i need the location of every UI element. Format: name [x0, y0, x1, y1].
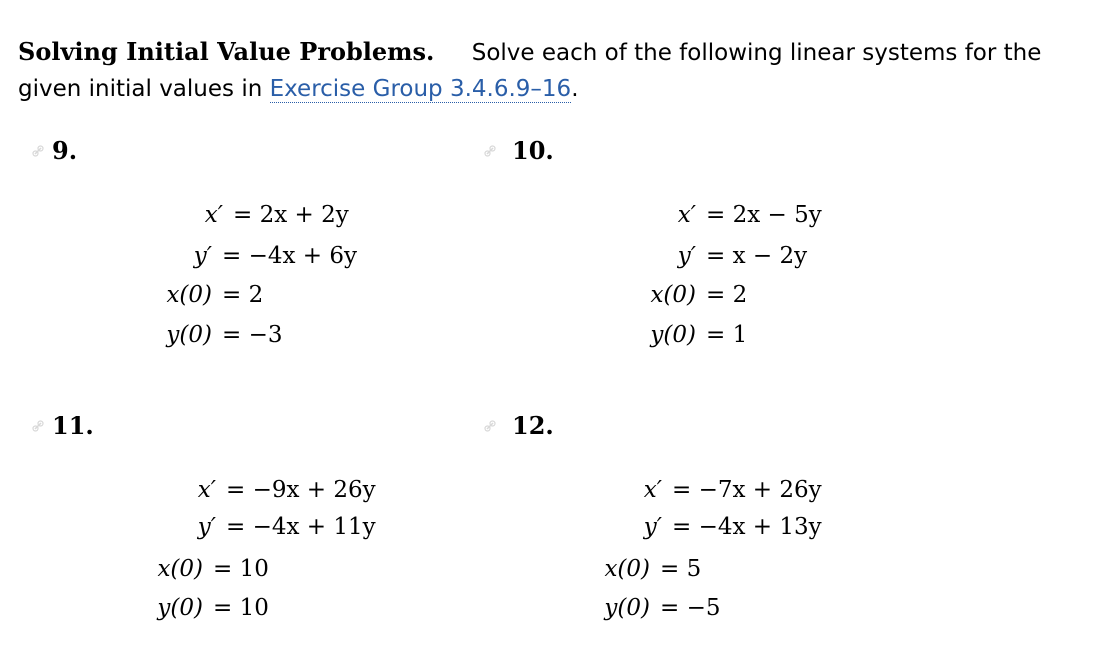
equation-lhs: x(0): [650, 282, 696, 308]
equation-lhs: x′: [197, 477, 216, 503]
equation-rhs: = 10: [213, 595, 269, 621]
intro-text: Solve each of the following linear systems for the given initial values in: [18, 40, 1042, 102]
equation-rhs: = 1: [706, 322, 748, 348]
equation-rhs: = −9x + 26y: [226, 477, 376, 503]
exercise-10: [482, 136, 952, 396]
equation-system: [0, 136, 470, 396]
equation-rhs: = −3: [222, 322, 283, 348]
equation-rhs: = −5: [660, 595, 721, 621]
equation-lhs: x′: [204, 202, 223, 228]
equation-system: [0, 411, 470, 671]
equation-lhs: y′: [197, 514, 216, 540]
equation-lhs: x(0): [157, 556, 203, 582]
equation-lhs: y(0): [650, 322, 696, 348]
intro-period: .: [571, 76, 579, 102]
equation-rhs: = −7x + 26y: [672, 477, 822, 503]
equation-rhs: = 10: [213, 556, 269, 582]
equation-lhs: y(0): [157, 595, 203, 621]
equation-rhs: = x − 2y: [706, 243, 808, 269]
equation-rhs: = −4x + 11y: [226, 514, 376, 540]
equation-rhs: = 2: [222, 282, 264, 308]
equation-system: [482, 136, 952, 396]
equation-rhs: = 2: [706, 282, 748, 308]
exercise-number: 10.: [512, 136, 554, 165]
exercise-11: [0, 411, 470, 671]
equation-lhs: x′: [677, 202, 696, 228]
exercise-group-link[interactable]: Exercise Group 3.4.6.9–16: [269, 76, 572, 102]
exercise-number: 11.: [52, 411, 94, 440]
equation-rhs: = −4x + 6y: [222, 243, 357, 269]
equation-lhs: x′: [643, 477, 662, 503]
section-heading: Solving Initial Value Problems.: [18, 37, 435, 66]
equation-lhs: y′: [643, 514, 662, 540]
exercise-9: [0, 136, 470, 396]
equation-lhs: y′: [193, 243, 212, 269]
equation-system: [482, 411, 952, 671]
equation-rhs: = 5: [660, 556, 702, 582]
exercise-number: 9.: [52, 136, 78, 165]
equation-rhs: = −4x + 13y: [672, 514, 822, 540]
equation-rhs: = 2x + 2y: [233, 202, 349, 228]
exercise-12: [482, 411, 952, 671]
intro-paragraph: [18, 34, 1078, 107]
exercise-number: 12.: [512, 411, 554, 440]
equation-lhs: x(0): [604, 556, 650, 582]
equation-lhs: y(0): [166, 322, 212, 348]
equation-lhs: y′: [677, 243, 696, 269]
equation-lhs: y(0): [604, 595, 650, 621]
equation-rhs: = 2x − 5y: [706, 202, 822, 228]
equation-lhs: x(0): [166, 282, 212, 308]
